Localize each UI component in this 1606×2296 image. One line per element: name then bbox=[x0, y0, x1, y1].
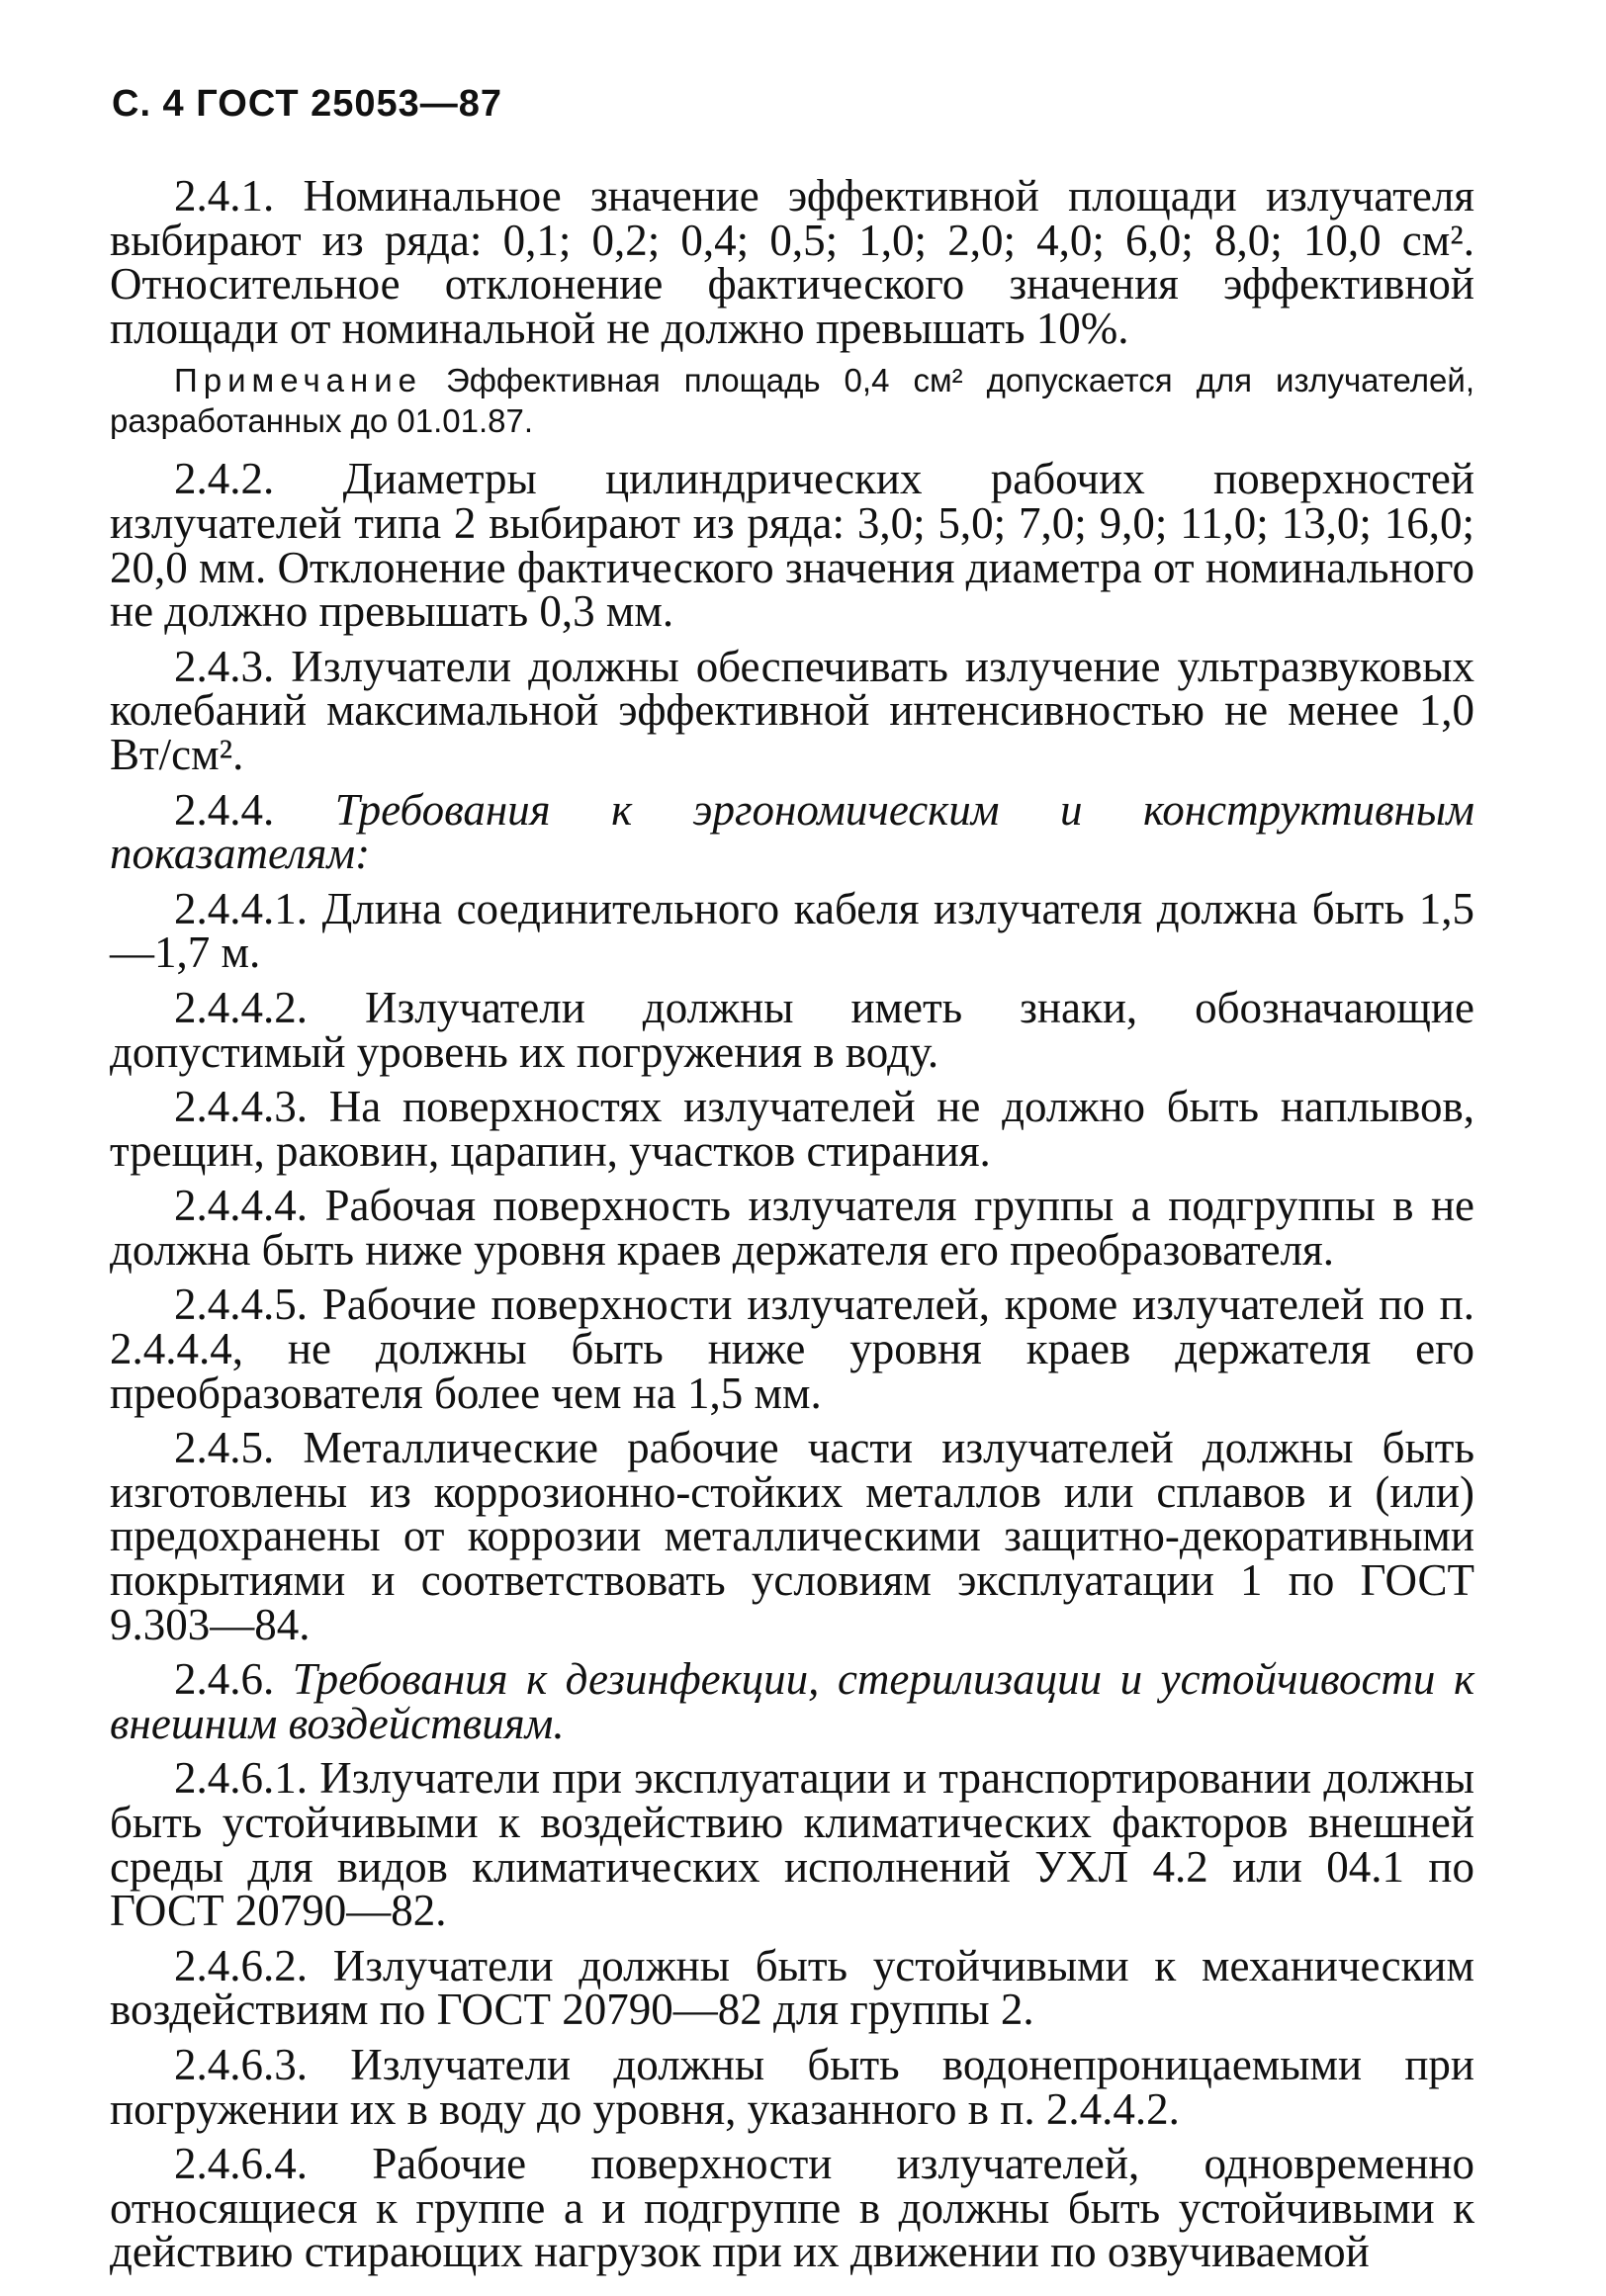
paragraph-2-4-4-3: 2.4.4.3. На поверхностях излучателей не должно быть наплывов, трещин, раковин, царапин, участков стирания. bbox=[110, 1082, 1474, 1176]
paragraph-2-4-6-2: 2.4.6.2. Излучатели должны быть устойчивыми к механическим воздействиям по ГОСТ 20790—82 для группы 2. bbox=[110, 1940, 1474, 2035]
paragraph-2-4-4-number: 2.4.4. bbox=[174, 784, 335, 835]
paragraph-2-4-3: 2.4.3. Излучатели должны обеспечивать излучение ультразвуковых колебаний максимальной эффективной интенсивностью не менее 1,0 Вт/см². bbox=[110, 641, 1474, 779]
paragraph-2-4-4-title: Требования к эргономическим и конструктивным показателям: bbox=[110, 784, 1474, 879]
paragraph-2-4-6-4: 2.4.6.4. Рабочие поверхности излучателей, одновременно относящиеся к группе а и подгруппе в должны быть устойчивыми к действию стирающих нагрузок при их движении по озвучиваемой bbox=[110, 2139, 1474, 2277]
paragraph-2-4-4-5: 2.4.4.5. Рабочие поверхности излучателей, кроме излучателей по п. 2.4.4.4, не должны быть ниже уровня краев держателя его преобразователя более чем на 1,5 мм. bbox=[110, 1280, 1474, 1418]
paragraph-2-4-4-4: 2.4.4.4. Рабочая поверхность излучателя группы а подгруппы в не должна быть ниже уровня краев держателя его преобразователя. bbox=[110, 1181, 1474, 1275]
note bbox=[110, 360, 1474, 441]
paragraph-2-4-1: 2.4.1. Номинальное значение эффективной площади излучателя выбирают из ряда: 0,1; 0,2; 0,4; 0,5; 1,0; 2,0; 4,0; 6,0; 8,0; 10,0 см². Относительное отклонение фактического значения эффективной площади от номинальной не должно превышать 10%. bbox=[110, 171, 1474, 353]
paragraph-2-4-6-title: Требования к дезинфекции, стерилизации и устойчивости к внешним воздействиям. bbox=[110, 1654, 1474, 1748]
note-text: Эффективная площадь 0,4 см² допускается для излучателей, разработанных до 01.01.87. bbox=[110, 362, 1474, 440]
paragraph-2-4-4 bbox=[110, 784, 1474, 879]
paragraph-2-4-2: 2.4.2. Диаметры цилиндрических рабочих поверхностей излучателей типа 2 выбирают из ряда: 3,0; 5,0; 7,0; 9,0; 11,0; 13,0; 16,0; 20,0 мм. Отклонение фактического значения диаметра от номинального не должно превышать 0,3 мм. bbox=[110, 454, 1474, 637]
paragraph-2-4-6 bbox=[110, 1654, 1474, 1748]
paragraph-2-4-6-3: 2.4.6.3. Излучатели должны быть водонепроницаемыми при погружении их в воду до уровня, указанного в п. 2.4.4.2. bbox=[110, 2039, 1474, 2134]
note-label: Примечание bbox=[174, 362, 423, 399]
paragraph-2-4-4-1: 2.4.4.1. Длина соединительного кабеля излучателя должна быть 1,5—1,7 м. bbox=[110, 883, 1474, 978]
paragraph-2-4-6-number: 2.4.6. bbox=[174, 1654, 293, 1705]
paragraph-2-4-6-1: 2.4.6.1. Излучатели при эксплуатации и транспортировании должны быть устойчивыми к воздействию климатических факторов внешней среды для видов климатических исполнений УХЛ 4.2 или 04.1 по ГОСТ 20790—82. bbox=[110, 1753, 1474, 1936]
paragraph-2-4-4-2: 2.4.4.2. Излучатели должны иметь знаки, обозначающие допустимый уровень их погружения в воду. bbox=[110, 982, 1474, 1077]
paragraph-2-4-5: 2.4.5. Металлические рабочие части излучателей должны быть изготовлены из коррозионно-стойких металлов или сплавов и (или) предохранены от коррозии металлическими защитно-декоративными покрытиями и соответствовать условиям эксплуатации 1 по ГОСТ 9.303—84. bbox=[110, 1423, 1474, 1649]
document-body bbox=[110, 171, 1474, 2277]
page-header: С. 4 ГОСТ 25053—87 bbox=[112, 83, 503, 125]
